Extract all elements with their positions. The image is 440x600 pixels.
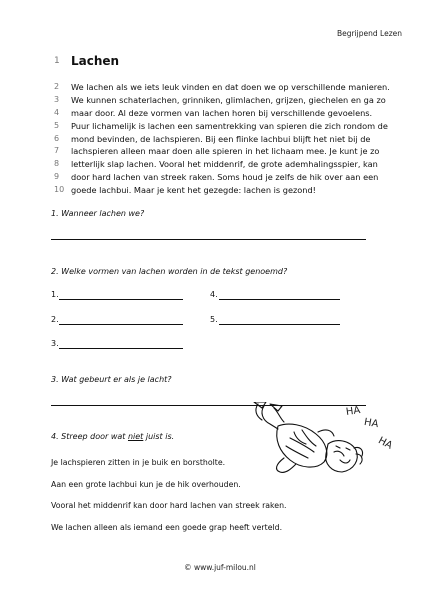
answer-label: 3. <box>51 339 59 348</box>
answer-label: 2. <box>51 315 59 324</box>
text-line <box>54 171 406 184</box>
statement[interactable]: Vooral het middenrif kan door hard lachen van streek raken. <box>51 501 287 510</box>
answer-line[interactable] <box>219 299 340 300</box>
question-1: 1. Wanneer lachen we? <box>51 209 145 218</box>
laugh-word: HA <box>345 405 362 418</box>
laughing-person-icon <box>244 402 394 478</box>
text-line <box>54 158 406 171</box>
laugh-word: HA <box>363 416 380 431</box>
question-4-suffix: juist is. <box>143 432 175 441</box>
line-number: 6 <box>54 133 60 143</box>
statement[interactable]: We lachen alleen als iemand een goede grap heeft verteld. <box>51 523 283 532</box>
question-4 <box>51 432 174 441</box>
answer-line[interactable] <box>59 299 183 300</box>
line-text: We kunnen schaterlachen, grinniken, glimlachen, grijzen, giechelen en ga zo <box>71 94 386 105</box>
line-text: Puur lichamelijk is lachen een samentrekking van spieren die zich rondom de <box>71 120 388 131</box>
text-line <box>54 107 406 120</box>
answer-line-q1[interactable] <box>51 239 366 240</box>
question-3: 3. Wat gebeurt er als je lacht? <box>51 375 172 384</box>
text-line <box>54 145 406 158</box>
line-number: 2 <box>54 82 60 91</box>
text-line <box>54 133 406 146</box>
text-line <box>54 184 406 197</box>
footer-copyright: © www.juf-milou.nl <box>184 563 256 572</box>
line-number: 5 <box>54 120 60 130</box>
line-text: goede lachbui. Maar je kent het gezegde: lachen is gezond! <box>71 185 316 196</box>
line-text: letterlijk slap lachen. Vooral het middenrif, de grote ademhalingsspier, kan <box>71 159 378 170</box>
question-2: 2. Welke vormen van lachen worden in de tekst genoemd? <box>51 267 288 276</box>
answer-line[interactable] <box>59 324 183 325</box>
line-number: 9 <box>54 172 60 182</box>
statement[interactable]: Aan een grote lachbui kun je de hik overhouden. <box>51 480 241 489</box>
question-4-prefix: 4. Streep door wat <box>51 432 128 441</box>
line-number: 7 <box>54 146 60 156</box>
line-text: We lachen als we iets leuk vinden en dat doen we op verschillende manieren. <box>71 82 390 92</box>
answer-label: 5. <box>210 315 218 324</box>
line-number: 4 <box>54 107 60 117</box>
laughing-person-illustration <box>244 402 394 478</box>
answer-line[interactable] <box>59 348 183 349</box>
reading-text <box>54 81 406 197</box>
text-line <box>54 120 406 133</box>
laugh-word: HA <box>376 435 395 452</box>
line-number: 8 <box>54 159 60 169</box>
line-number: 3 <box>54 94 60 104</box>
text-line <box>54 81 406 94</box>
line-text: maar door. Al deze vormen van lachen horen bij verschillende gevoelens. <box>71 107 373 118</box>
line-number: 10 <box>54 185 65 195</box>
answer-label: 4. <box>210 290 218 299</box>
text-line <box>54 94 406 107</box>
question-4-emphasis: niet <box>127 432 144 441</box>
title-line-number: 1 <box>54 56 60 66</box>
answer-label: 1. <box>51 290 59 299</box>
line-text: lachspieren alleen maar doen alle spieren in het lichaam mee. Je kunt je zo <box>71 146 380 157</box>
statement[interactable]: Je lachspieren zitten in je buik en borstholte. <box>51 458 226 467</box>
answer-line[interactable] <box>219 324 340 325</box>
page-title: Lachen <box>71 54 120 68</box>
line-text: door hard lachen van streek raken. Soms houd je zelfs de hik over aan een <box>71 172 379 183</box>
line-text: mond bevinden, de lachspieren. Bij een flinke lachbui blijft het niet bij de <box>71 133 371 144</box>
worksheet-header: Begrijpend Lezen <box>336 29 402 38</box>
